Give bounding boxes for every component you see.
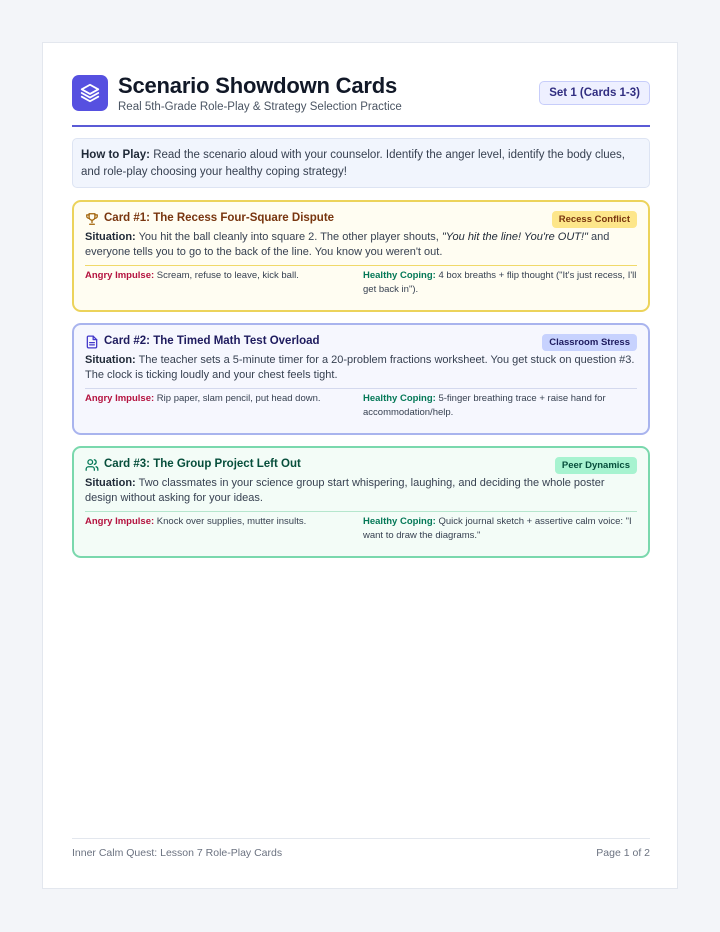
users-icon [85,458,99,472]
angry-impulse-text: Scream, refuse to leave, kick ball. [154,270,299,281]
healthy-coping-label: Healthy Coping: [363,393,436,404]
angry-impulse-label: Angry Impulse: [85,516,155,527]
situation-body: You hit the ball cleanly into square 2. The other player shouts, [135,231,442,243]
category-tag: Peer Dynamics [555,457,637,474]
how-to-play-box [72,138,650,188]
set-badge: Set 1 (Cards 1-3) [539,81,650,105]
situation-text [85,476,637,505]
page-subtitle: Real 5th-Grade Role-Play & Strategy Selection Practice [118,101,402,113]
card-title: Card #3: The Group Project Left Out [104,458,301,470]
scenario-card-3 [72,446,650,558]
card-divider [85,388,637,389]
situation-quote: "You hit the line! You're OUT!" [441,231,588,243]
card-title: Card #2: The Timed Math Test Overload [104,335,320,347]
situation-body: Two classmates in your science group start whispering, laughing, and deciding the whole poster design without asking for your ideas. [85,477,605,504]
category-tag: Recess Conflict [552,211,637,228]
healthy-coping-label: Healthy Coping: [363,270,436,281]
situation-text [85,353,637,382]
healthy-coping [363,515,637,543]
situation-text [85,230,637,259]
document-icon [85,335,99,349]
page-title: Scenario Showdown Cards [118,73,398,98]
healthy-coping-text: 4 box breaths + flip thought ("It's just recess, I'll get back in"). [363,270,637,295]
trophy-icon [85,212,99,226]
category-tag: Classroom Stress [542,334,637,351]
angry-impulse-label: Angry Impulse: [85,393,155,404]
situation-label: Situation: [85,354,136,366]
card-divider [85,511,637,512]
healthy-coping [363,269,637,297]
page-footer [72,838,650,859]
angry-impulse-text: Knock over supplies, mutter insults. [154,516,307,527]
layers-icon [72,75,108,111]
angry-impulse-label: Angry Impulse: [85,270,155,281]
page-header [72,73,650,127]
healthy-coping-text: Quick journal sketch + assertive calm voice: "I want to draw the diagrams." [363,516,632,541]
situation-body-continued: and everyone tells you to go to the back of the line. You know you weren't out. [85,231,610,258]
angry-impulse [85,515,363,543]
angry-impulse [85,269,363,297]
healthy-coping [363,392,637,420]
how-to-play-text: Read the scenario aloud with your counselor. Identify the anger level, identify the body clues, and role-play choosing your healthy coping strategy! [81,149,625,178]
healthy-coping-text: 5-finger breathing trace + raise hand for accommodation/help. [363,393,606,418]
worksheet-page [42,42,678,889]
angry-impulse-text: Rip paper, slam pencil, put head down. [154,393,321,404]
how-to-play-label: How to Play: [81,149,151,161]
card-title: Card #1: The Recess Four-Square Dispute [104,212,335,224]
scenario-card-1 [72,200,650,312]
card-divider [85,265,637,266]
scenario-card-2 [72,323,650,435]
situation-body: The teacher sets a 5-minute timer for a 20-problem fractions worksheet. You get stuck on question #3. The clock is ticking loudly and your chest feels tight. [85,354,635,381]
situation-label: Situation: [85,477,136,489]
situation-label: Situation: [85,231,136,243]
healthy-coping-label: Healthy Coping: [363,516,436,527]
angry-impulse [85,392,363,420]
page-number: Page 1 of 2 [596,847,650,859]
footer-lesson-title: Inner Calm Quest: Lesson 7 Role-Play Cards [72,847,283,859]
